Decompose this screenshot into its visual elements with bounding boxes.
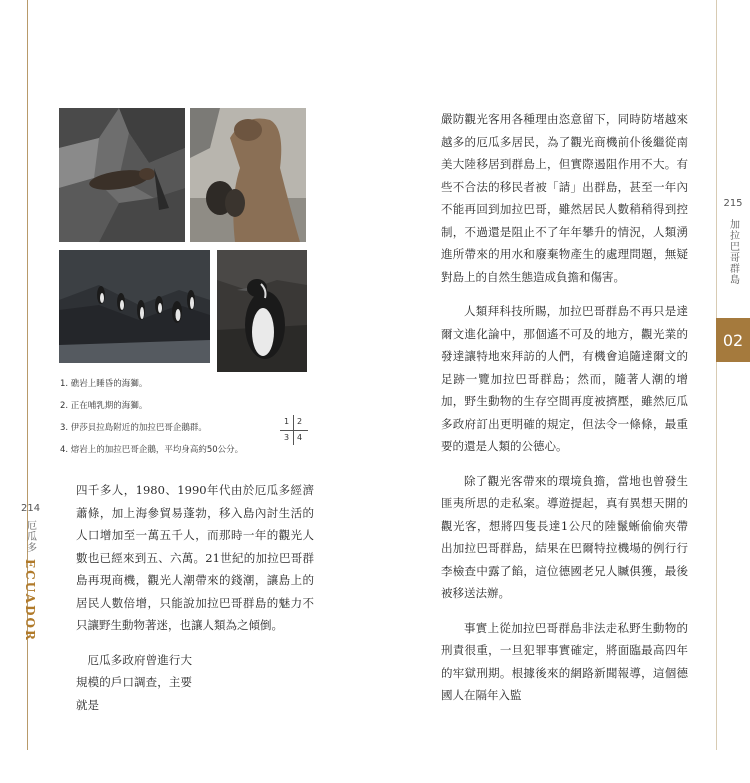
caption-3: 3. 伊莎貝拉島附近的加拉巴哥企鵝群。	[60, 423, 207, 433]
photo-sea-lion-on-rocks	[59, 108, 185, 242]
photo-nursing-sea-lion	[190, 108, 306, 242]
photo-penguin-on-lava	[217, 250, 307, 372]
grid-divider-horizontal	[280, 430, 308, 431]
caption-2: 2. 正在哺乳期的海獅。	[60, 401, 148, 411]
photo-index-grid	[280, 415, 308, 445]
page-number-left: 214	[21, 503, 41, 514]
chapter-number-tab: 02	[716, 318, 750, 362]
body-paragraph: 嚴防觀光客用各種理由恣意留下，同時防堵越來越多的厄瓜多居民，為了觀光商機前仆後繼從南美大陸移居到群島上，但實際遏阻作用不大。有些不合法的移民者被「請」出群島，甚至一年內不能再回到加拉巴哥，雖然居民人數稍稍得到控制，不過還是阻止不了年年攀升的情況，人類湧進所帶來的用水和廢棄物產生的處理問題，無疑對島上的自然生態造成負擔和傷害。	[441, 112, 688, 284]
body-paragraph: 人類拜科技所賜，加拉巴哥群島不再只是達爾文進化論中，那個遙不可及的地方，觀光業的發達讓特地來拜訪的人們，有機會追隨達爾文的足跡一覽加拉巴哥群島；然而，隨著人潮的增加，野生動物的生存空間再度被擠壓，雖然厄瓜多政府訂出更明確的規定，但法令一條條，最重要的還是人類的公德心。	[441, 304, 688, 453]
body-paragraph: 事實上從加拉巴哥群島非法走私野生動物的刑責很重，一旦犯罪事實確定，將面臨最高四年的牢獄刑期。根據後來的網路新聞報導，這個德國人在隔年入監	[441, 620, 688, 702]
body-paragraph: 四千多人，1980、1990年代由於厄瓜多經濟蕭條，加上海參貿易蓬勃，移入島內討生活的人口增加至一萬五千人，而那時一年的觀光人數也已經來到五、六萬。21世紀的加拉巴哥群島再現商機，觀光人潮帶來的錢潮，讓島上的居民人數倍增，只能說加拉巴哥群島的魅力不只讓野生動物著迷，也讓人類為之傾倒。	[76, 483, 314, 632]
running-head-chapter: 加拉巴哥群島	[727, 219, 739, 285]
left-page-marker	[21, 503, 39, 642]
grid-index-2: 2	[297, 417, 303, 426]
caption-4: 4. 熔岩上的加拉巴哥企鵝，平均身高約50公分。	[60, 445, 244, 455]
body-paragraph: 除了觀光客帶來的環境負擔，當地也曾發生匪夷所思的走私案。導遊提起，真有異想天開的觀光客，想將四隻長達1公尺的陸鬣蜥偷偷夾帶出加拉巴哥群島，結果在巴爾特拉機場的例行行李檢查中露了餡，這位德國老兄人贓俱獲，最後被移送法辦。	[441, 473, 688, 600]
caption-1: 1. 礁岩上睡昏的海獅。	[60, 379, 148, 389]
left-page-body	[76, 479, 314, 783]
grid-index-4: 4	[297, 433, 303, 442]
grid-index-3: 3	[284, 433, 290, 442]
running-head-brand: ECUADOR	[23, 559, 37, 642]
photo-penguin-colony	[59, 250, 210, 363]
right-page-body	[441, 108, 688, 707]
photo-captions	[60, 373, 243, 461]
running-head-country: 厄瓜多	[24, 520, 36, 553]
body-paragraph: 厄瓜多政府曾進行大規模的戶口調查，主要就是	[76, 652, 192, 712]
page-number-right: 215	[723, 198, 743, 209]
grid-index-1: 1	[284, 417, 290, 426]
right-page-marker	[716, 198, 750, 285]
page-margin-rule	[716, 0, 717, 750]
